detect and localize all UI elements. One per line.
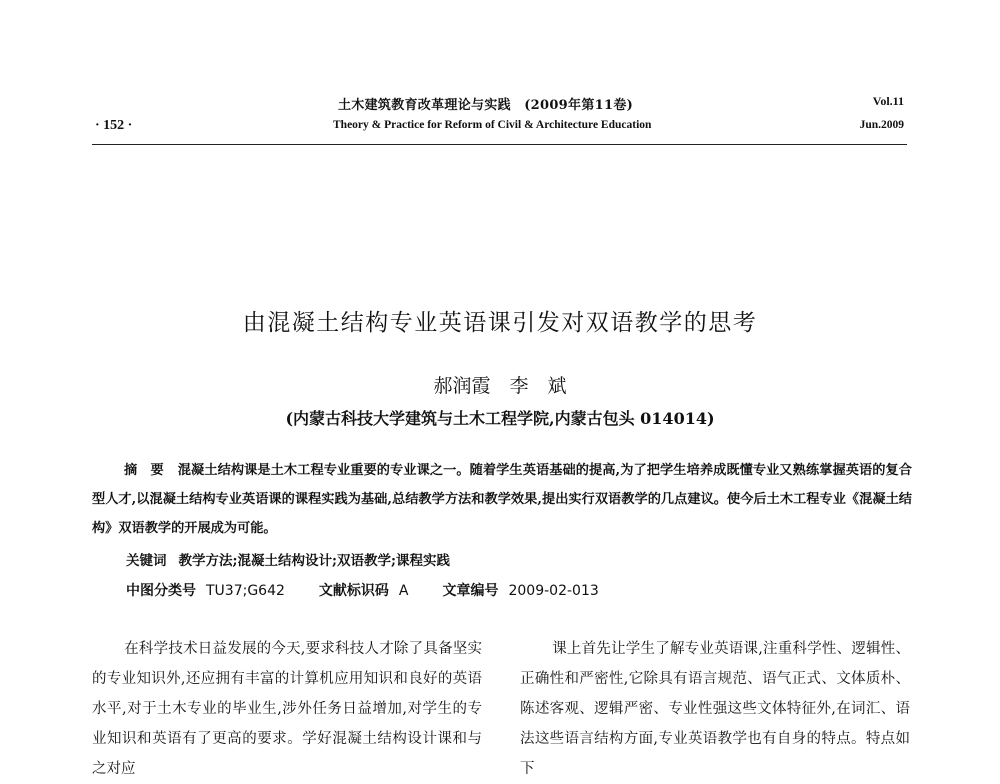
class-number-label: 中图分类号 <box>126 583 196 599</box>
header-rule <box>92 144 907 145</box>
abstract <box>92 456 912 543</box>
body-text-left: 在科学技术日益发展的今天,要求科技人才除了具备坚实的专业知识外,还应拥有丰富的计算机应用知识和良好的英语水平,对于土木专业的毕业生,涉外任务日益增加,对学生的专业知识和英语有了更高的要求。学好混凝土结构设计课和与之对应 <box>92 641 482 777</box>
volume-label: Vol.11 <box>872 94 904 108</box>
article-id-label: 文章编号 <box>442 583 499 599</box>
document-code-label: 文献标识码 <box>318 583 389 599</box>
keywords-label: 关键词 <box>126 553 167 569</box>
article-authors: 郝润霞 李 斌 <box>433 375 567 397</box>
abstract-text: 混凝土结构课是土木工程专业重要的专业课之一。随着学生英语基础的提高,为了把学生培养成既懂专业又熟练掌握英语的复合型人才,以混凝土结构专业英语课的课程实践为基础,总结教学方法和教学效果,提出实行双语教学的几点建议。使今后土木工程专业《混凝土结构》双语教学的开展成为可能。 <box>92 463 912 536</box>
classification-line <box>126 580 599 600</box>
article-id-value: 2009-02-013 <box>508 583 599 599</box>
abstract-label: 摘 要 <box>124 463 164 478</box>
keywords-text: 教学方法;混凝土结构设计;双语教学;课程实践 <box>178 553 450 569</box>
issue-date: Jun.2009 <box>859 119 904 131</box>
document-code-value: A <box>398 583 409 599</box>
journal-title-cn: 土木建筑教育改革理论与实践 (2009年第11卷) <box>338 98 634 113</box>
class-number-value: TU37;G642 <box>206 583 285 599</box>
journal-title-en: Theory & Practice for Reform of Civil & Architecture Education <box>333 119 652 131</box>
author-affiliation: (内蒙古科技大学建筑与土木工程学院,内蒙古包头 014014) <box>285 409 715 428</box>
keywords <box>126 549 450 569</box>
article-title: 由混凝土结构专业英语课引发对双语教学的思考 <box>242 310 758 336</box>
page-number: · 152 · <box>95 118 133 133</box>
body-text-right: 课上首先让学生了解专业英语课,注重科学性、逻辑性、正确性和严密性,它除具有语言规范、语气正式、文体质朴、陈述客观、逻辑严密、专业性强这些文体特征外,在词汇、语法这些语言结构方面,专业英语教学也有自身的特点。特点如下 <box>520 641 910 777</box>
body-column-left <box>92 634 482 784</box>
body-column-right <box>520 634 910 784</box>
